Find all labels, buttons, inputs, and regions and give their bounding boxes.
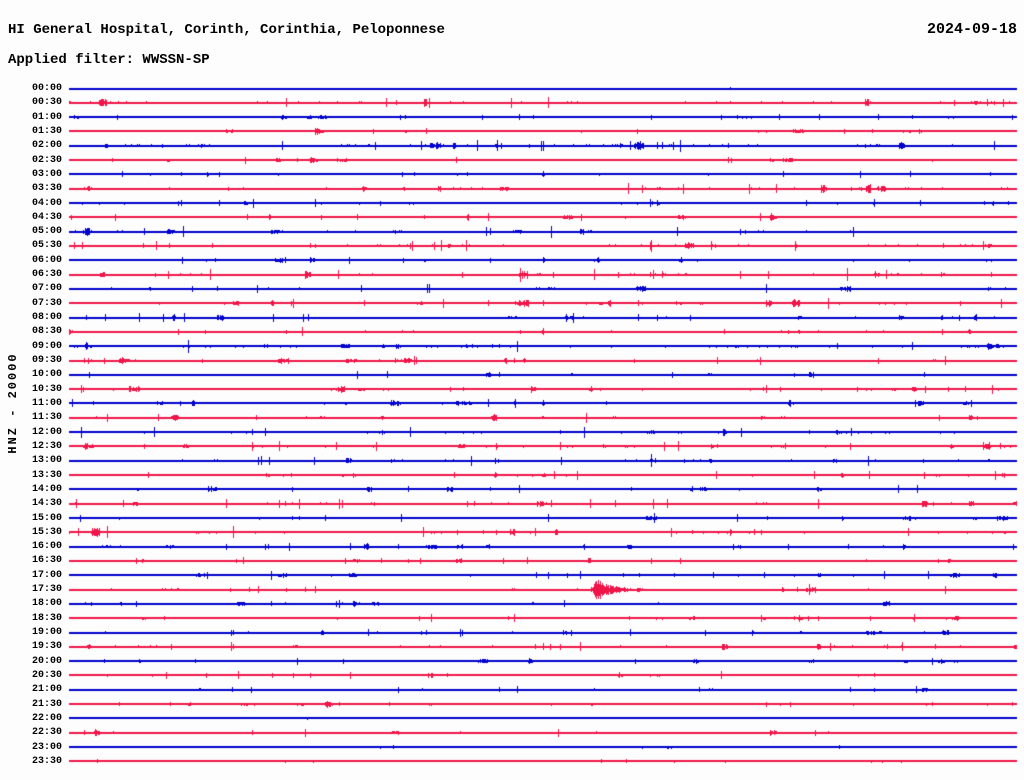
time-label: 16:30 — [31, 555, 62, 567]
time-label: 09:30 — [31, 355, 62, 367]
time-label: 15:30 — [31, 526, 62, 538]
time-label: 13:30 — [31, 469, 62, 481]
time-label: 08:30 — [31, 326, 62, 338]
time-label: 13:00 — [31, 455, 62, 467]
time-label: 17:30 — [31, 584, 62, 596]
time-label: 21:00 — [31, 684, 62, 696]
time-label: 20:30 — [31, 669, 62, 681]
time-label: 03:00 — [31, 168, 62, 180]
time-label: 11:30 — [31, 412, 62, 424]
time-label: 12:30 — [31, 440, 62, 452]
time-label: 19:00 — [31, 627, 62, 639]
time-label: 06:00 — [31, 254, 62, 266]
date-label: 2024-09-18 — [926, 21, 1017, 38]
time-label: 07:00 — [31, 283, 62, 295]
time-label: 07:30 — [31, 297, 62, 309]
time-label: 12:00 — [31, 426, 62, 438]
time-label: 01:30 — [31, 125, 62, 137]
time-label: 09:00 — [31, 340, 62, 352]
time-label: 10:30 — [31, 383, 62, 395]
time-label: 02:00 — [31, 140, 62, 152]
time-label: 05:00 — [31, 226, 62, 238]
time-label: 00:00 — [31, 83, 62, 94]
time-label: 20:00 — [31, 655, 62, 667]
time-label: 16:00 — [31, 541, 62, 553]
time-label: 01:00 — [31, 111, 62, 123]
channel-axis-label: HNZ - 20000 — [6, 352, 20, 454]
time-label: 08:00 — [31, 312, 62, 324]
time-label: 14:00 — [31, 483, 62, 495]
time-label: 18:30 — [31, 612, 62, 624]
time-label: 17:00 — [31, 569, 62, 581]
time-label: 22:00 — [31, 712, 62, 724]
time-label: 23:00 — [31, 741, 62, 753]
time-label: 21:30 — [31, 698, 62, 710]
applied-filter-label: Applied filter: WWSSN-SP — [8, 52, 210, 68]
time-label: 10:00 — [31, 369, 62, 381]
time-label: 19:30 — [31, 641, 62, 653]
time-label: 06:30 — [31, 269, 62, 281]
time-label: 23:30 — [31, 755, 62, 767]
time-label: 00:30 — [31, 97, 62, 109]
time-label: 04:30 — [31, 211, 62, 223]
time-label: 02:30 — [31, 154, 62, 166]
time-label: 22:30 — [31, 727, 62, 739]
time-label: 04:00 — [31, 197, 62, 209]
time-label: 15:00 — [31, 512, 62, 524]
time-label: 14:30 — [31, 498, 62, 510]
page-title: HI General Hospital, Corinth, Corinthia, Peloponnese — [8, 22, 445, 38]
time-label: 18:00 — [31, 598, 62, 610]
time-label: 05:30 — [31, 240, 62, 252]
time-label: 11:00 — [31, 397, 62, 409]
time-label: 03:30 — [31, 183, 62, 195]
